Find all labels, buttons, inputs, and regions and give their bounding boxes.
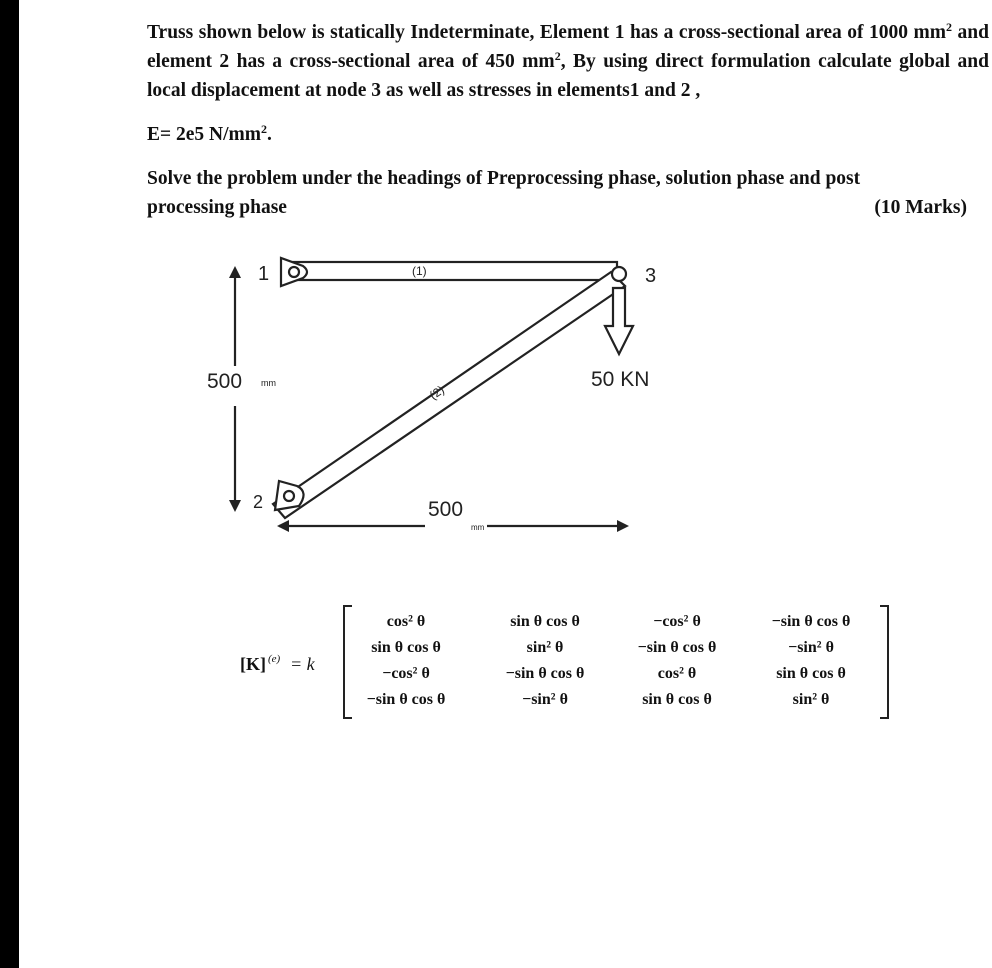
matrix-cell-r1-c4: −sin θ cos θ (771, 613, 851, 630)
node-2-label: 2 (253, 492, 264, 512)
matrix-cell-r3-c1: −cos² θ (382, 665, 430, 682)
problem-paragraph-1: Truss shown below is statically Indeterminate, Element 1 has a cross-sectional area of 1000 $mm^2$ and element 2 has a cross-sectional area of 450 $mm^2$, By using direct formulation calculate global and local displacement at node 3 as well as stresses in elements1 and 2 , (147, 20, 989, 101)
horizontal-dimension-value: 500 (428, 498, 464, 521)
matrix-cell-r2-c3: −sin θ cos θ (637, 639, 717, 656)
matrix-cell-r4-c1: −sin θ cos θ (366, 691, 446, 708)
matrix-cell-r2-c2: sin² θ (526, 639, 564, 656)
matrix-cell-r4-c2: −sin² θ (522, 691, 568, 708)
stiffness-matrix-formula (228, 600, 908, 736)
vertical-dimension-arrowhead-top (229, 266, 241, 278)
problem-paragraph-2: Solve the problem under the headings of Preprocessing phase, solution phase and post (147, 168, 861, 189)
horizontal-dimension-unit: mm (471, 523, 485, 532)
element-1-label: (1) (412, 264, 427, 278)
left-border-bar (0, 0, 19, 968)
matrix-cell-r3-c2: −sin θ cos θ (505, 665, 585, 682)
load-label: 50 KN (591, 368, 650, 391)
vertical-dimension-unit: mm (261, 378, 276, 388)
equals-k: = k (290, 654, 315, 674)
element-2-bar (273, 272, 625, 518)
marks-label: (10 Marks) (874, 197, 967, 218)
problem-paragraph-2-end: processing phase (10 Marks) (147, 193, 989, 222)
horizontal-dimension-arrowhead-left (277, 520, 289, 532)
stiffness-matrix-symbol: [K] (240, 654, 266, 674)
matrix-cell-r4-c3: sin θ cos θ (642, 691, 712, 708)
truss-diagram (195, 248, 675, 548)
vertical-dimension-value: 500 (207, 370, 243, 393)
matrix-left-bracket (344, 606, 352, 718)
matrix-cell-r1-c3: −cos² θ (653, 613, 701, 630)
matrix-cell-r3-c3: cos² θ (657, 665, 697, 682)
matrix-cell-r1-c1: cos² θ (386, 613, 426, 630)
youngs-modulus-line: E= 2e5 $N/mm^2$. (147, 122, 272, 145)
problem-statement (147, 18, 989, 222)
matrix-cell-r4-c4: sin² θ (792, 691, 830, 708)
matrix-cell-r1-c2: sin θ cos θ (510, 613, 580, 630)
node-3-label: 3 (645, 265, 657, 287)
vertical-dimension-arrowhead-bottom (229, 500, 241, 512)
node-1-label: 1 (258, 263, 270, 285)
element-superscript: (e) (268, 653, 281, 665)
horizontal-dimension-arrowhead-right (617, 520, 629, 532)
matrix-cell-r2-c4: −sin² θ (788, 639, 834, 656)
matrix-cells (367, 613, 851, 708)
matrix-cell-r2-c1: sin θ cos θ (371, 639, 441, 656)
element-1-bar (283, 262, 617, 280)
node-3-joint (612, 267, 626, 281)
matrix-cell-r3-c4: sin θ cos θ (776, 665, 846, 682)
matrix-right-bracket (880, 606, 888, 718)
element-2-label: (2) (426, 382, 447, 403)
